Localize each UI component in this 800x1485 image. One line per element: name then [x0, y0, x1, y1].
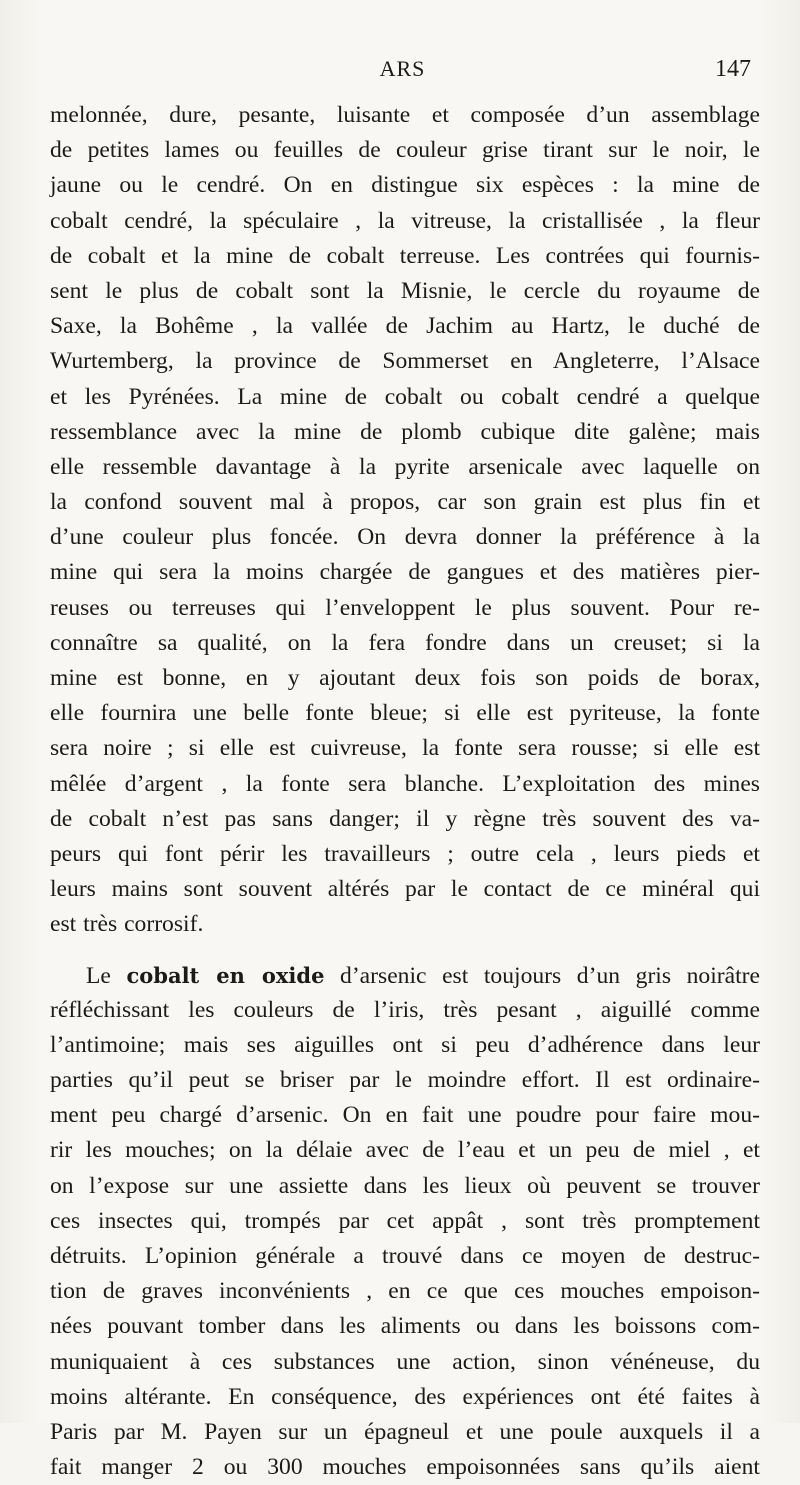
text-line: cobalt cendré, la spéculaire , la vitreuse, la cristallisée , la fleur: [50, 204, 760, 239]
body-text: [50, 98, 760, 1485]
text-line: elle fournira une belle fonte bleue; si elle est pyriteuse, la fonte: [50, 696, 760, 731]
running-title: ARS: [50, 56, 755, 82]
text-line: Wurtemberg, la province de Sommerset en Angleterre, l’Alsace: [50, 344, 760, 379]
text-line: ressemblance avec la mine de plomb cubique dite galène; mais: [50, 415, 760, 450]
text-line: [50, 958, 760, 993]
text-line: mine qui sera la moins chargée de gangues et des matières pier-: [50, 555, 760, 590]
text-line: de cobalt n’est pas sans danger; il y règne très souvent des va-: [50, 802, 760, 837]
text-line: Paris par M. Payen sur un épagneul et une poule auxquels il a: [50, 1415, 760, 1450]
line-prefix: Le: [86, 963, 126, 989]
text-line: de petites lames ou feuilles de couleur grise tirant sur le noir, le: [50, 133, 760, 168]
text-line: jaune ou le cendré. On en distingue six espèces : la mine de: [50, 168, 760, 203]
text-line: et les Pyrénées. La mine de cobalt ou cobalt cendré a quelque: [50, 380, 760, 415]
text-line: rir les mouches; on la délaie avec de l’eau et un peu de miel , et: [50, 1133, 760, 1168]
text-line: sera noire ; si elle est cuivreuse, la fonte sera rousse; si elle est: [50, 731, 760, 766]
text-line: ces insectes qui, trompés par cet appât , sont très promptement: [50, 1204, 760, 1239]
text-line: parties qu’il peut se briser par le moindre effort. Il est ordinaire-: [50, 1063, 760, 1098]
text-line: détruits. L’opinion générale a trouvé dans ce moyen de destruc-: [50, 1239, 760, 1274]
running-head: [50, 56, 755, 90]
text-line: melonnée, dure, pesante, luisante et composée d’un assemblage: [50, 98, 760, 133]
text-line: ment peu chargé d’arsenic. On en fait une poudre pour faire mou-: [50, 1098, 760, 1133]
text-line: nées pouvant tomber dans les aliments ou dans les boissons com-: [50, 1309, 760, 1344]
text-line: réfléchissant les couleurs de l’iris, très pesant , aiguillé comme: [50, 993, 760, 1028]
text-line: leurs mains sont souvent altérés par le contact de ce minéral qui: [50, 872, 760, 907]
text-line: sent le plus de cobalt sont la Misnie, le cercle du royaume de: [50, 274, 760, 309]
text-line: la confond souvent mal à propos, car son grain est plus fin et: [50, 485, 760, 520]
text-line: elle ressemble davantage à la pyrite arsenicale avec laquelle on: [50, 450, 760, 485]
text-line: de cobalt et la mine de cobalt terreuse. Les contrées qui fournis-: [50, 239, 760, 274]
paragraph-cobalt-oxide: [50, 958, 760, 1485]
text-line: l’antimoine; mais ses aiguilles ont si peu d’adhérence dans leur: [50, 1028, 760, 1063]
text-line: peurs qui font périr les travailleurs ; outre cela , leurs pieds et: [50, 837, 760, 872]
text-line: d’une couleur plus foncée. On devra donner la préférence à la: [50, 520, 760, 555]
text-line: mine est bonne, en y ajoutant deux fois son poids de borax,: [50, 661, 760, 696]
bold-term: cobalt en oxide: [126, 963, 324, 988]
text-line: reuses ou terreuses qui l’enveloppent le plus souvent. Pour re-: [50, 591, 760, 626]
text-line: on l’expose sur une assiette dans les lieux où peuvent se trouver: [50, 1169, 760, 1204]
text-line: est très corrosif.: [50, 907, 760, 942]
text-line: Saxe, la Bohême , la vallée de Jachim au Hartz, le duché de: [50, 309, 760, 344]
text-line: fait manger 2 ou 300 mouches empoisonnées sans qu’ils aient: [50, 1450, 760, 1485]
text-line: tion de graves inconvénients , en ce que ces mouches empoison-: [50, 1274, 760, 1309]
page-number: 147: [715, 56, 751, 83]
text-line: connaître sa qualité, on la fera fondre dans un creuset; si la: [50, 626, 760, 661]
text-line: moins altérante. En conséquence, des expériences ont été faites à: [50, 1380, 760, 1415]
line-suffix: d’arsenic est toujours d’un gris noirâtre: [324, 963, 760, 989]
text-line: mêlée d’argent , la fonte sera blanche. L’exploitation des mines: [50, 767, 760, 802]
paragraph-cobalt-ore: [50, 98, 760, 943]
text-line: muniquaient à ces substances une action, sinon vénéneuse, du: [50, 1345, 760, 1380]
